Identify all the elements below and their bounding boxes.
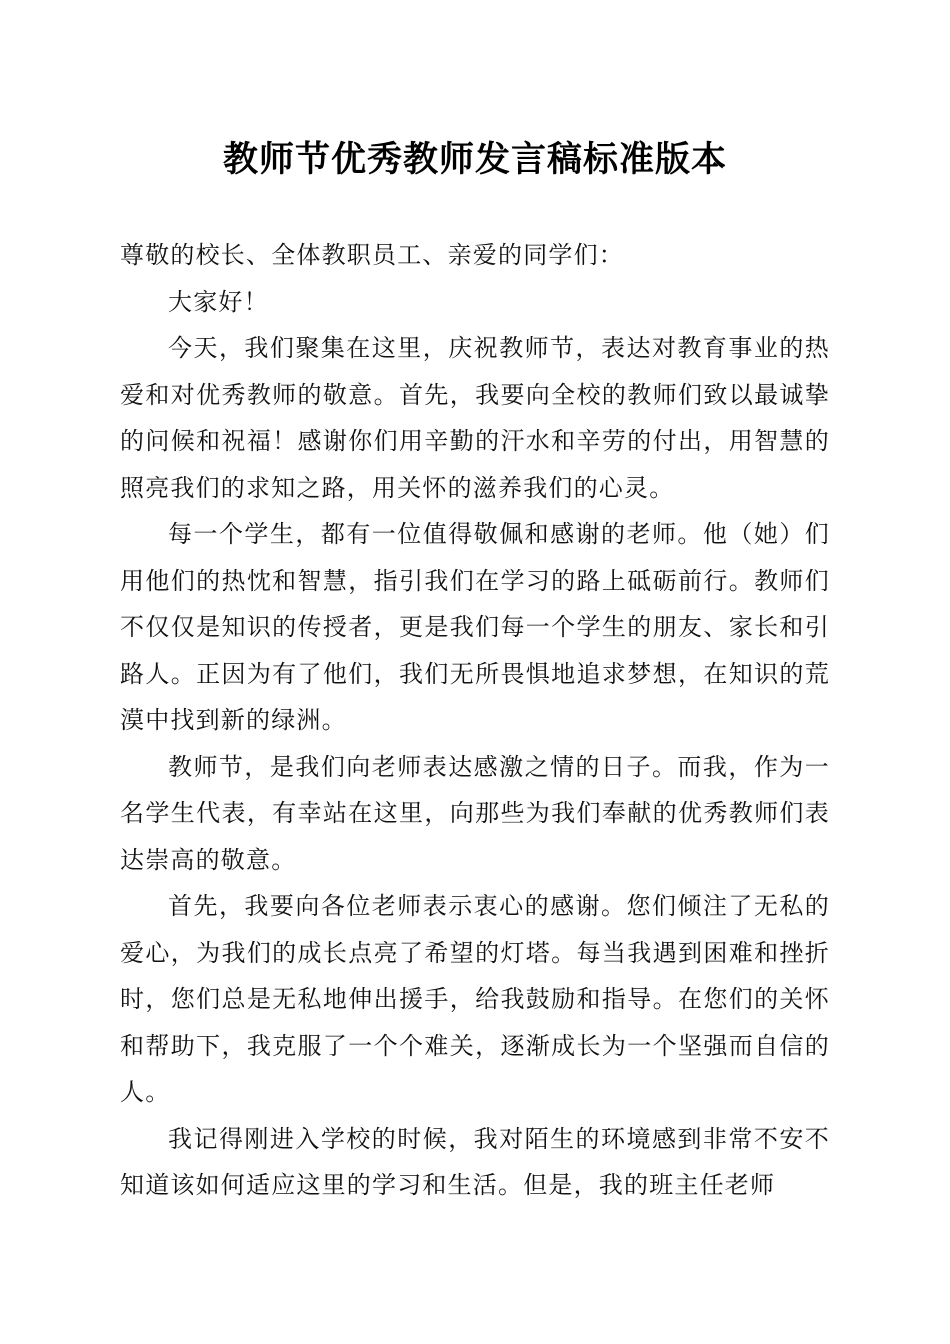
document-body (120, 232, 830, 1209)
paragraph-3: 教师节，是我们向老师表达感激之情的日子。而我，作为一名学生代表，有幸站在这里，向那些为我们奉献的优秀教师们表达崇高的敬意。 (120, 752, 830, 874)
document-title: 教师节优秀教师发言稿标准版本 (222, 139, 727, 180)
paragraph-1: 今天，我们聚集在这里，庆祝教师节，表达对教育事业的热爱和对优秀教师的敬意。首先，我要向全校的教师们致以最诚挚的问候和祝福！感谢你们用辛勤的汗水和辛劳的付出，用智慧的照亮我们的求知之路，用关怀的滋养我们的心灵。 (120, 334, 830, 502)
paragraph-greeting: 大家好！ (168, 287, 269, 316)
salutation-line: 尊敬的校长、全体教职员工、亲爱的同学们： (120, 241, 624, 269)
paragraph-2: 每一个学生，都有一位值得敬佩和感谢的老师。他（她）们用他们的热忱和智慧，指引我们在学习的路上砥砺前行。教师们不仅仅是知识的传授者，更是我们每一个学生的朋友、家长和引路人。正因为有了他们，我们无所畏惧地追求梦想，在知识的荒漠中找到新的绿洲。 (120, 520, 830, 734)
paragraph-4: 首先，我要向各位老师表示衷心的感谢。您们倾注了无私的爱心，为我们的成长点亮了希望的灯塔。每当我遇到困难和挫折时，您们总是无私地伸出援手，给我鼓励和指导。在您们的关怀和帮助下，我克服了一个个难关，逐渐成长为一个坚强而自信的人。 (120, 892, 830, 1106)
paragraph-5: 我记得刚进入学校的时候，我对陌生的环境感到非常不安不知道该如何适应这里的学习和生活。但是，我的班主任老师 (120, 1124, 830, 1199)
